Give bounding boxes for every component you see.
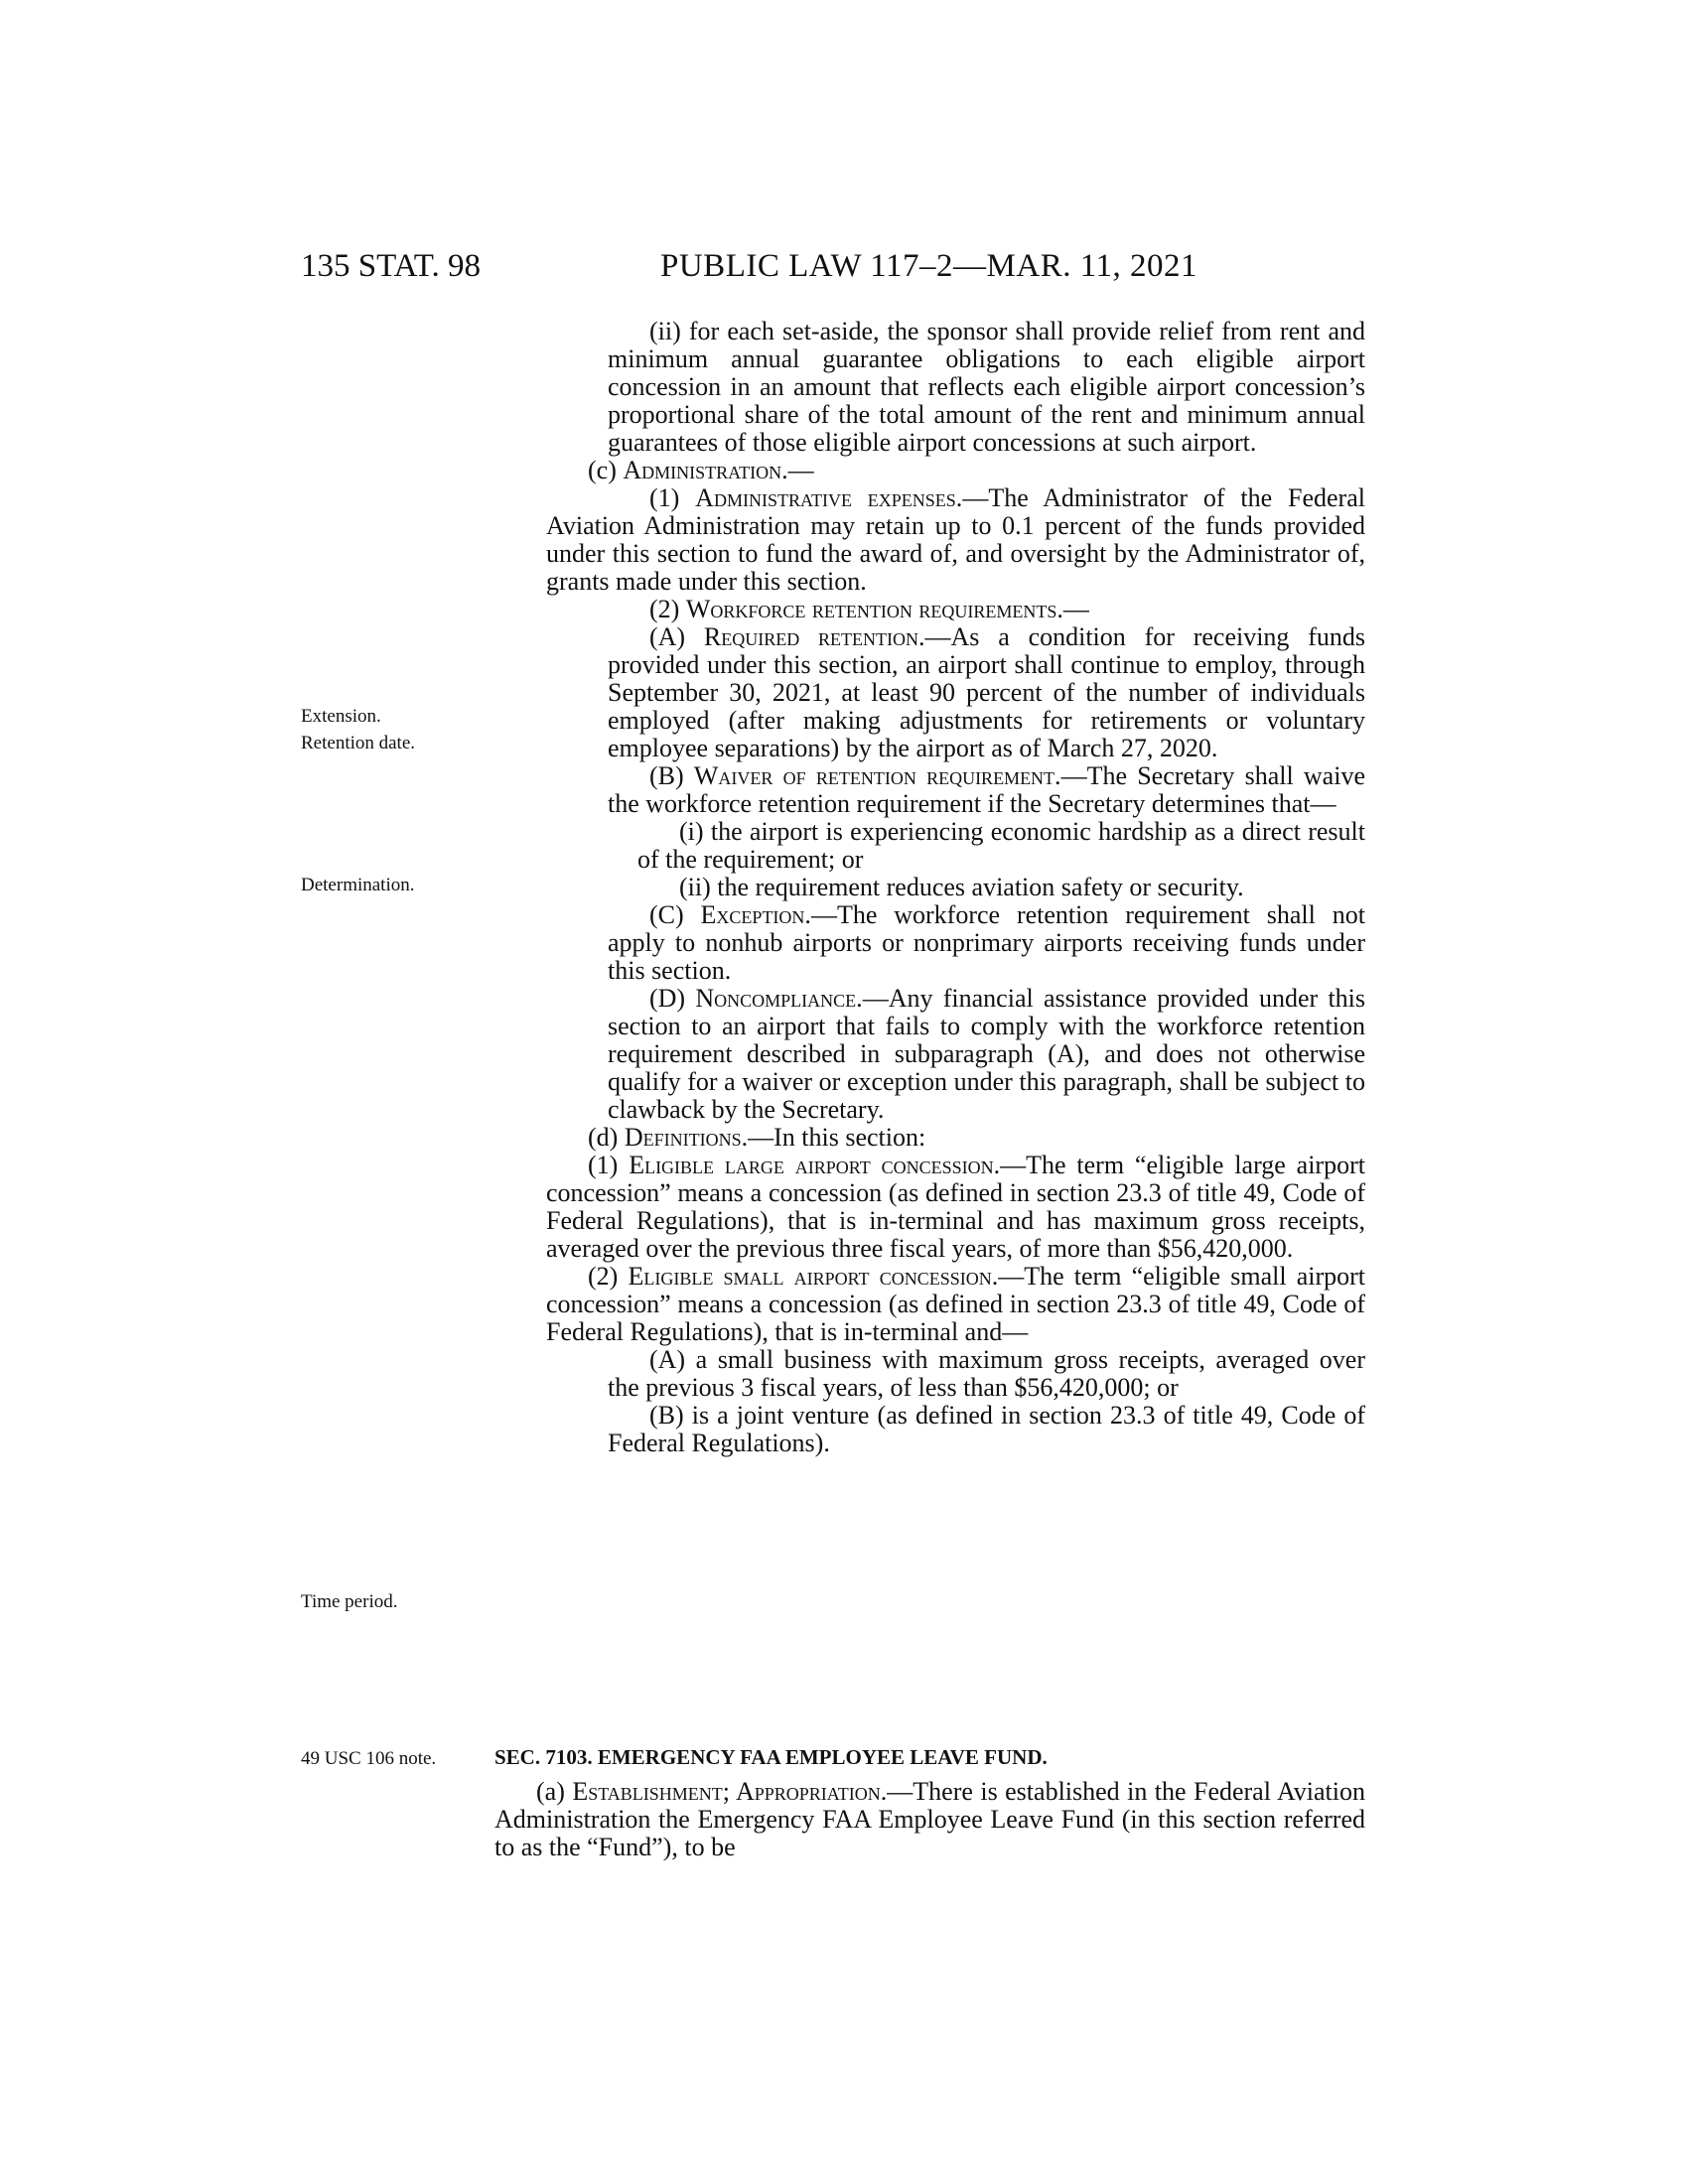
subparagraph-D-title: Noncompliance. [695, 984, 863, 1013]
subsection-c-label: (c) [588, 456, 624, 484]
subparagraph-D-text: —Any financial assistance provided under this section to an airport that fails to comply with the workforce retention requirement described in subparagraph (A), and does not otherwise qualify for a waiver or exception under this paragraph, shall be subject to clawback by the Secretary. [608, 984, 1366, 1124]
subsection-c-dash: — [787, 456, 814, 484]
clause-B-ii: (ii) the requirement reduces aviation safety or security. [679, 873, 1244, 901]
subparagraph-B-text: —The Secretary shall waive the workforce retention requirement if the Secretary determines that— [608, 761, 1365, 818]
subparagraph-C-label: (C) [649, 900, 701, 929]
paragraph-c2-title: Workforce retention requirements. [685, 595, 1063, 623]
paragraph-c1 [546, 484, 1365, 596]
subsection-a-text: —There is established in the Federal Aviation Administration the Emergency FAA Employee Leave Fund (in this section referred to as the “Fund”), to be [494, 1777, 1366, 1861]
subparagraph-d2-A: (A) a small business with maximum gross receipts, averaged over the previous 3 fiscal years, of less than $56,420,000; or [608, 1345, 1365, 1402]
clause-B-i: (i) the airport is experiencing economic hardship as a direct result of the requirement; or [637, 817, 1365, 874]
subsection-a-label: (a) [536, 1777, 573, 1806]
paragraph-d1-title: Eligible large airport concession. [629, 1151, 1001, 1179]
paragraph-d2-title: Eligible small airport concession. [628, 1262, 999, 1291]
margin-note-extension: Extension. [301, 706, 381, 727]
paragraph-c2-label: (2) [649, 595, 686, 623]
margin-note-retention-date: Retention date. [301, 733, 416, 753]
subsection-d-text: —In this section: [748, 1123, 926, 1152]
paragraph-d2-text: —The term “eligible small airport concession” means a concession (as defined in section 23.3 of title 49, Code of Federal Regulations), that is in-terminal and— [546, 1262, 1366, 1346]
subparagraph-d2-B: (B) is a joint venture (as defined in section 23.3 of title 49, Code of Federal Regulations). [608, 1401, 1365, 1457]
subparagraph-C-text: —The workforce retention requirement shall not apply to nonhub airports or nonprimary airports receiving funds under this section. [608, 900, 1365, 985]
subparagraph-D [546, 985, 1365, 1124]
paragraph-c1-title: Administrative expenses. [695, 483, 963, 512]
subsection-d-title: Definitions. [624, 1123, 749, 1152]
subparagraph-B-label: (B) [649, 761, 694, 790]
subsection-a [494, 1778, 1365, 1861]
subparagraph-A-text: —As a condition for receiving funds provided under this section, an airport shall continue to employ, through September 30, 2021, at least 90 percent of the number of individuals employed (after making adjustments for retirements or voluntary employee separations) by the airport as of March 27, 2020. [608, 622, 1366, 762]
subparagraph-A-title: Required retention. [703, 622, 925, 651]
body-text-lower [494, 1778, 1365, 1861]
running-header-title: PUBLIC LAW 117–2—MAR. 11, 2021 [660, 248, 1197, 284]
paragraph-d2-label: (2) [588, 1262, 629, 1291]
subparagraph-D-label: (D) [649, 984, 696, 1013]
paragraph-d1-text: —The term “eligible large airport concession” means a concession (as defined in section 23.3 of title 49, Code of Federal Regulations), that is in-terminal and has maximum gross receipts, averaged over the previous three fiscal years, of more than $56,420,000. [546, 1151, 1365, 1263]
subparagraph-B [546, 762, 1365, 818]
subsection-d-heading [546, 1124, 1365, 1152]
paragraph-c1-label: (1) [649, 483, 696, 512]
paragraph-d2 [546, 1263, 1365, 1346]
paragraph-d1 [546, 1152, 1365, 1263]
subparagraph-A [546, 623, 1365, 762]
paragraph-c2-dash: — [1062, 595, 1089, 623]
section-heading-7103: SEC. 7103. EMERGENCY FAA EMPLOYEE LEAVE FUND. [494, 1745, 1048, 1769]
clause-ii-set-aside: (ii) for each set-aside, the sponsor shall provide relief from rent and minimum annual guarantee obligations to each eligible airport concession in an amount that reflects each eligible airport concession’s proportional share of the total amount of the rent and minimum annual guarantees of those eligible airport concessions at such airport. [608, 317, 1365, 457]
margin-note-usc: 49 USC 106 note. [301, 1748, 437, 1769]
margin-note-determination: Determination. [301, 875, 415, 895]
margin-note-time-period: Time period. [301, 1591, 398, 1612]
subparagraph-C [546, 901, 1365, 985]
subparagraph-C-title: Exception. [700, 900, 811, 929]
subsection-a-title: Establishment; Appropriation. [572, 1777, 888, 1806]
page-stat-number: 135 STAT. 98 [301, 248, 482, 284]
body-text-upper [546, 318, 1365, 1457]
paragraph-c1-text: —The Administrator of the Federal Aviation Administration may retain up to 0.1 percent of the funds provided under this section to fund the award of, and oversight by the Administrator of, grants made under this section. [546, 483, 1365, 596]
subsection-c-title: Administration. [623, 456, 788, 484]
subparagraph-A-label: (A) [649, 622, 704, 651]
paragraph-d1-label: (1) [588, 1151, 630, 1179]
paragraph-c2-heading [546, 596, 1365, 623]
subsection-c-heading [546, 457, 1365, 484]
subparagraph-B-title: Waiver of retention requirement. [693, 761, 1061, 790]
subsection-d-label: (d) [588, 1123, 625, 1152]
